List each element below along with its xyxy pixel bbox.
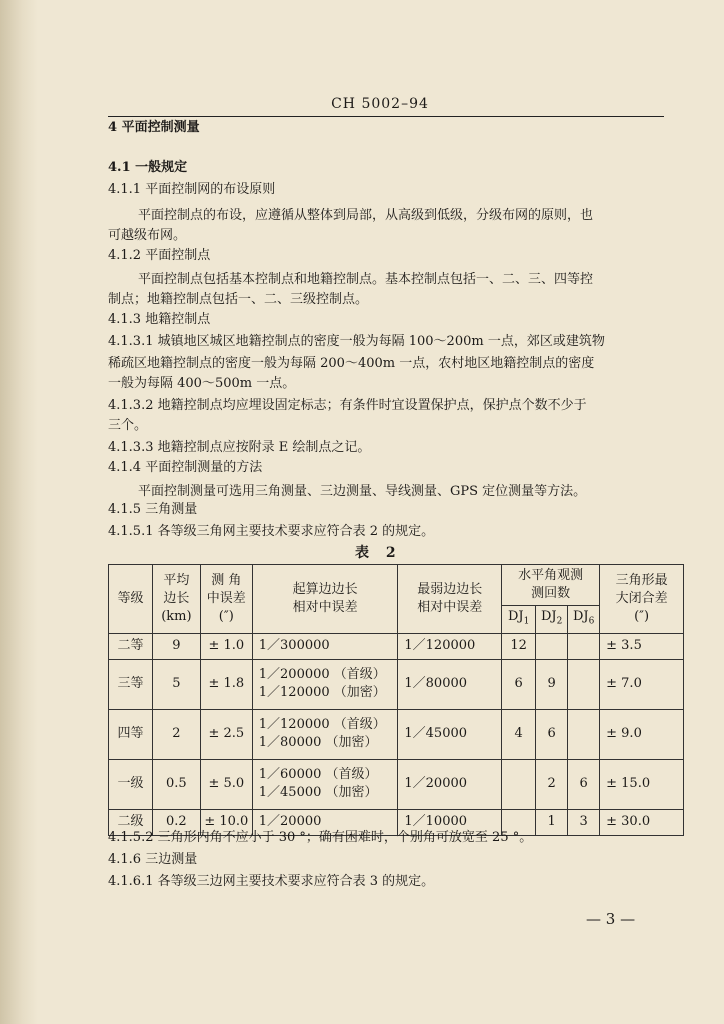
cell-dj2: 2 (536, 759, 568, 809)
header-closure (600, 565, 684, 634)
cell-weak-side: 1／10000 (398, 809, 502, 835)
para-4-1-1-line2: 可越级布网。 (108, 228, 187, 243)
cell-start-side (252, 633, 398, 659)
triangulation-spec-table (108, 564, 684, 836)
cell-dj2: 1 (536, 809, 568, 835)
cell-grade: 二等 (109, 633, 153, 659)
header-observations-line1: 水平角观测 (518, 568, 584, 583)
cell-angle-error: ± 10.0 (200, 809, 252, 835)
cell-angle-error: ± 2.5 (200, 709, 252, 759)
cell-dj1: 6 (502, 659, 536, 709)
heading-4-1-5: 4.1.5 三角测量 (108, 502, 198, 517)
cell-weak-side: 1／120000 (398, 633, 502, 659)
header-angle-error-line1: 测 角 (211, 572, 242, 588)
cell-dj6: 6 (568, 759, 600, 809)
header-start-side-line1: 起算边边长 (292, 581, 358, 597)
cell-closure: ± 30.0 (600, 809, 684, 835)
heading-4-1: 4.1 一般规定 (108, 160, 188, 175)
para-4-1-4: 平面控制测量可选用三角测量、三边测量、导线测量、GPS 定位测量等方法。 (138, 484, 587, 499)
cell-start-side (252, 659, 398, 709)
heading-4-1-1: 4.1.1 平面控制网的布设原则 (108, 182, 276, 197)
cell-grade: 三等 (109, 659, 153, 709)
cell-angle-error: ± 1.8 (200, 659, 252, 709)
header-start-side-line2: 相对中误差 (292, 599, 358, 615)
header-closure-line3: (″) (634, 608, 650, 624)
cell-grade: 一级 (109, 759, 153, 809)
cell-avg-side: 5 (152, 659, 200, 709)
cell-avg-side: 9 (152, 633, 200, 659)
cell-start-side (252, 759, 398, 809)
header-avg-side (152, 565, 200, 634)
cell-closure: ± 3.5 (600, 633, 684, 659)
header-weak-side (398, 565, 502, 634)
cell-start-side-line2: 1／120000 （加密） (258, 685, 386, 701)
cell-dj6 (568, 659, 600, 709)
header-angle-error (200, 565, 252, 634)
header-observations (502, 565, 600, 606)
cell-dj2 (536, 633, 568, 659)
cell-grade: 四等 (109, 709, 153, 759)
header-weak-side-line1: 最弱边边长 (417, 581, 483, 597)
header-dj6-text: DJ (572, 609, 589, 624)
header-dj2-sub: 2 (556, 616, 563, 627)
cell-angle-error: ± 5.0 (200, 759, 252, 809)
header-dj1-text: DJ (508, 609, 524, 624)
heading-4-1-2: 4.1.2 平面控制点 (108, 248, 211, 263)
header-rule (108, 116, 664, 117)
header-dj6 (568, 606, 600, 634)
header-dj2-text: DJ (540, 609, 557, 624)
table-row (109, 759, 684, 809)
cell-avg-side: 0.2 (152, 809, 200, 835)
cell-start-side-line2: 1／80000 （加密） (258, 735, 378, 751)
para-4-1-3-2-line2: 三个。 (108, 418, 148, 433)
cell-dj1: 4 (502, 709, 536, 759)
para-4-1-1-line1: 平面控制点的布设，应遵循从整体到局部，从高级到低级，分级布网的原则，也 (138, 208, 594, 223)
table-header-row (109, 565, 684, 606)
heading-4-1-6: 4.1.6 三边测量 (108, 852, 198, 867)
cell-dj6 (568, 709, 600, 759)
section-title: 4 平面控制测量 (108, 120, 200, 135)
standard-code-header: CH 5002–94 (331, 96, 429, 112)
cell-start-side-line1: 1／300000 (258, 638, 330, 654)
heading-4-1-3: 4.1.3 地籍控制点 (108, 312, 211, 327)
cell-start-side-line1: 1／200000 （首级） (258, 667, 386, 683)
cell-weak-side: 1／45000 (398, 709, 502, 759)
cell-dj1 (502, 759, 536, 809)
cell-weak-side: 1／20000 (398, 759, 502, 809)
page-number: — 3 — (586, 910, 636, 928)
header-avg-side-line1: 平均 (163, 572, 190, 588)
cell-start-side-line1: 1／120000 （首级） (258, 717, 386, 733)
table-caption: 表 2 (355, 545, 402, 561)
cell-dj1: 12 (502, 633, 536, 659)
para-4-1-3-3: 4.1.3.3 地籍控制点应按附录 E 绘制点之记。 (108, 440, 371, 455)
cell-closure: ± 15.0 (600, 759, 684, 809)
para-4-1-2-line2: 制点；地籍控制点包括一、二、三级控制点。 (108, 292, 369, 307)
cell-weak-side: 1／80000 (398, 659, 502, 709)
cell-dj6 (568, 633, 600, 659)
cell-dj2: 9 (536, 659, 568, 709)
header-dj2 (536, 606, 568, 634)
para-4-1-5-1: 4.1.5.1 各等级三角网主要技术要求应符合表 2 的规定。 (108, 524, 435, 539)
table-row (109, 709, 684, 759)
cell-closure: ± 7.0 (600, 659, 684, 709)
heading-4-1-4: 4.1.4 平面控制测量的方法 (108, 460, 263, 475)
cell-start-side-line2: 1／45000 （加密） (258, 785, 378, 801)
cell-start-side-line1: 1／60000 （首级） (258, 767, 378, 783)
header-closure-line2: 大闭合差 (615, 590, 668, 606)
para-4-1-6-1: 4.1.6.1 各等级三边网主要技术要求应符合表 3 的规定。 (108, 874, 435, 889)
para-4-1-3-1-line1: 4.1.3.1 城镇地区城区地籍控制点的密度一般为每隔 100～200m 一点，郊区或建筑物 (108, 334, 605, 349)
table-row (109, 659, 684, 709)
header-avg-side-line2: 边长 (163, 590, 190, 606)
header-observations-line2: 测回数 (531, 586, 571, 601)
header-dj6-sub: 6 (588, 616, 595, 627)
cell-start-side (252, 709, 398, 759)
cell-avg-side: 2 (152, 709, 200, 759)
table-row (109, 633, 684, 659)
cell-avg-side: 0.5 (152, 759, 200, 809)
para-4-1-3-1-line2: 稀疏区地籍控制点的密度一般为每隔 200～400m 一点，农村地区地籍控制点的密度 (108, 356, 595, 371)
header-grade: 等级 (109, 565, 153, 634)
para-4-1-3-2-line1: 4.1.3.2 地籍控制点均应埋设固定标志；有条件时宜设置保护点，保护点个数不少于 (108, 398, 587, 413)
cell-dj6: 3 (568, 809, 600, 835)
cell-angle-error: ± 1.0 (200, 633, 252, 659)
cell-start-side-line1: 1／20000 (258, 814, 322, 830)
para-4-1-2-line1: 平面控制点包括基本控制点和地籍控制点。基本控制点包括一、二、三、四等控 (138, 272, 594, 287)
header-dj1 (502, 606, 536, 634)
cell-closure: ± 9.0 (600, 709, 684, 759)
header-start-side (252, 565, 398, 634)
header-dj1-sub: 1 (523, 616, 530, 627)
header-weak-side-line2: 相对中误差 (417, 599, 483, 615)
cell-grade: 二级 (109, 809, 153, 835)
header-avg-side-line3: (km) (161, 608, 192, 624)
header-angle-error-line2: 中误差 (206, 590, 246, 606)
para-4-1-3-1-line3: 一般为每隔 400～500m 一点。 (108, 376, 296, 391)
header-angle-error-line3: (″) (218, 608, 234, 624)
cell-dj2: 6 (536, 709, 568, 759)
header-closure-line1: 三角形最 (615, 572, 668, 588)
para-4-1-5-2: 4.1.5.2 三角形内角不应小于 30 °；确有困难时，个别角可放宽至 25 °。 (108, 830, 533, 845)
